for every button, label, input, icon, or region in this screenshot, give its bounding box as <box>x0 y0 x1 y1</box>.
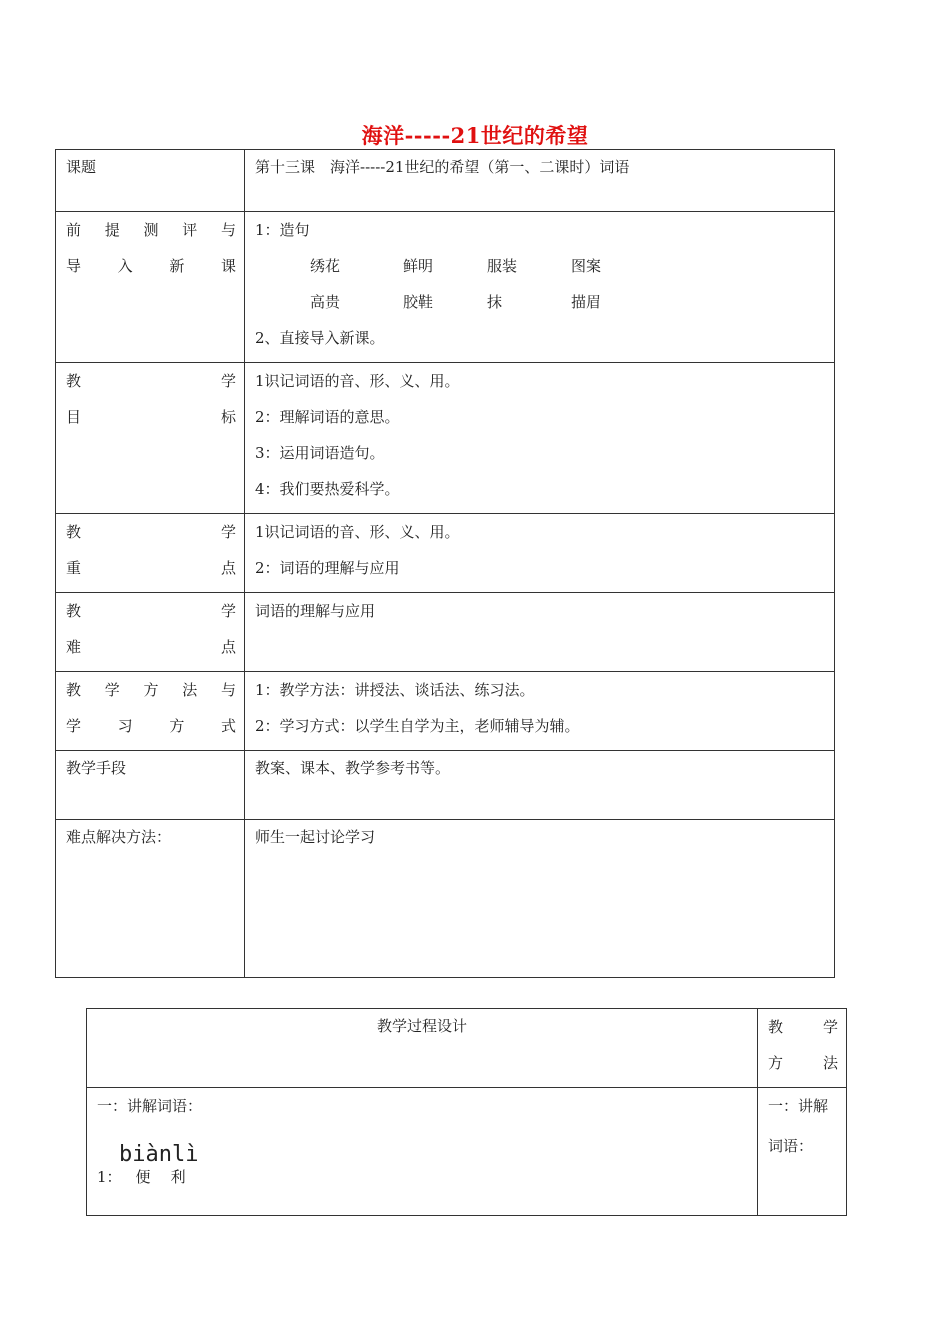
label-char: 学 <box>104 681 120 699</box>
label-lesson: 课题 <box>66 158 97 176</box>
label-char: 习 <box>117 717 133 735</box>
label-char: 提 <box>104 221 120 239</box>
vocab-item <box>97 1167 749 1187</box>
label-line <box>66 405 236 441</box>
content-cell <box>245 672 835 751</box>
label-char: 标 <box>220 408 236 426</box>
label-line <box>66 218 236 254</box>
lesson-title-text: 第十三课 海洋-----21世纪的希望（第一、二课时）词语 <box>255 158 630 176</box>
label-char: 重 <box>66 559 82 577</box>
label-cell <box>56 672 245 751</box>
label-line <box>66 369 236 405</box>
content-line: 2：理解词语的意思。 <box>255 408 400 426</box>
label-line <box>768 1051 838 1087</box>
label-cell <box>56 212 245 363</box>
content-line: 1识记词语的音、形、义、用。 <box>255 523 460 541</box>
content-line: 3：运用词语造句。 <box>255 444 385 462</box>
content-cell <box>245 820 835 978</box>
label-line <box>66 635 236 671</box>
label-char: 教 <box>66 602 82 620</box>
label-char: 式 <box>220 717 236 735</box>
label-line <box>768 1015 838 1051</box>
label-line <box>66 254 236 290</box>
label-line <box>66 520 236 556</box>
label-char: 学 <box>66 717 82 735</box>
label-char: 难 <box>66 638 82 656</box>
label-char: 点 <box>220 559 236 577</box>
content-cell <box>245 212 835 363</box>
word: 胶鞋 <box>403 293 434 311</box>
content-cell <box>245 150 835 212</box>
content-line: 教案、课本、教学参考书等。 <box>255 759 451 777</box>
label-char: 教 <box>768 1018 784 1036</box>
content-line: 1：造句 <box>255 221 310 239</box>
word: 鲜明 <box>403 257 434 275</box>
label-char: 教 <box>66 372 82 390</box>
label-char: 与 <box>220 221 236 239</box>
content-line: 师生一起讨论学习 <box>255 828 376 846</box>
method-header-cell <box>758 1009 847 1088</box>
word: 抹 <box>487 293 503 311</box>
word: 高贵 <box>310 293 341 311</box>
label-char: 法 <box>182 681 198 699</box>
word: 绣花 <box>310 257 341 275</box>
label-char: 方 <box>143 681 159 699</box>
label-char: 评 <box>182 221 198 239</box>
label-cell <box>56 751 245 820</box>
label-char: 入 <box>117 257 133 275</box>
content-line: 2、直接导入新课。 <box>255 329 385 347</box>
content-cell <box>245 751 835 820</box>
label-char: 学 <box>220 602 236 620</box>
word-row <box>255 290 826 326</box>
label-cell <box>56 150 245 212</box>
content-cell <box>245 363 835 514</box>
label-char: 与 <box>220 681 236 699</box>
label-cell <box>56 514 245 593</box>
label-char: 测 <box>143 221 159 239</box>
label-line <box>66 556 236 592</box>
item-char: 便 <box>135 1168 151 1186</box>
process-content-cell <box>87 1088 758 1216</box>
label-line <box>66 714 236 750</box>
method-line: 词语： <box>768 1137 814 1155</box>
section-heading: 一：讲解词语： <box>97 1097 203 1115</box>
label-char: 学 <box>822 1018 838 1036</box>
label-cell <box>56 820 245 978</box>
word: 服装 <box>487 257 518 275</box>
process-header: 教学过程设计 <box>376 1017 467 1035</box>
label-line <box>66 678 236 714</box>
content-line: 1：教学方法：讲授法、谈话法、练习法。 <box>255 681 535 699</box>
method-content-cell <box>758 1088 847 1216</box>
label-char: 课 <box>220 257 236 275</box>
word-row <box>255 254 826 290</box>
label-line <box>66 599 236 635</box>
label-means: 教学手段 <box>66 759 127 777</box>
item-number: 1： <box>97 1168 122 1186</box>
content-cell <box>245 514 835 593</box>
process-header-cell <box>87 1009 758 1088</box>
word: 图案 <box>571 257 602 275</box>
method-line: 一：讲解 <box>768 1097 829 1115</box>
label-char: 学 <box>220 523 236 541</box>
content-line: 4：我们要热爱科学。 <box>255 480 400 498</box>
content-line: 2：词语的理解与应用 <box>255 559 400 577</box>
label-char: 法 <box>822 1054 838 1072</box>
content-line: 词语的理解与应用 <box>255 602 376 620</box>
word: 描眉 <box>571 293 602 311</box>
label-char: 学 <box>220 372 236 390</box>
label-char: 方 <box>169 717 185 735</box>
label-char: 导 <box>66 257 82 275</box>
label-char: 点 <box>220 638 236 656</box>
item-char: 利 <box>170 1168 186 1186</box>
label-char: 前 <box>66 221 82 239</box>
label-char: 新 <box>169 257 185 275</box>
label-cell <box>56 593 245 672</box>
pinyin-text: biànlì <box>119 1142 199 1167</box>
label-char: 教 <box>66 523 82 541</box>
label-char: 教 <box>66 681 82 699</box>
content-line: 2：学习方式：以学生自学为主，老师辅导为辅。 <box>255 717 580 735</box>
content-cell <box>245 593 835 672</box>
label-cell <box>56 363 245 514</box>
lesson-plan-table <box>55 149 835 978</box>
document-title: 海洋-----21世纪的希望 <box>361 123 589 148</box>
teaching-process-table <box>86 1008 847 1216</box>
label-char: 方 <box>768 1054 784 1072</box>
label-solution: 难点解决方法： <box>66 828 172 846</box>
content-line: 1识记词语的音、形、义、用。 <box>255 372 460 390</box>
label-char: 目 <box>66 408 82 426</box>
